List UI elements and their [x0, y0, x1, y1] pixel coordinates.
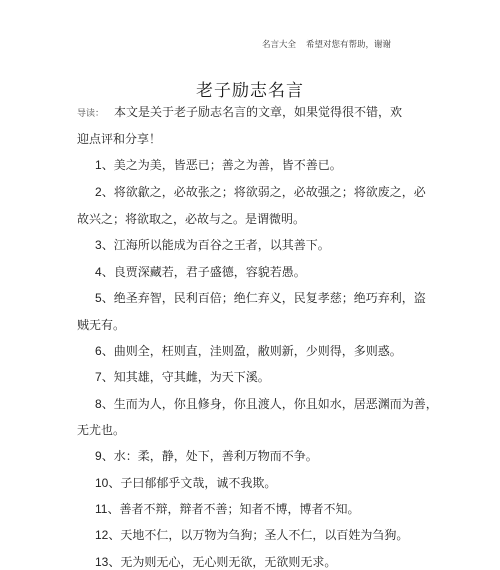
intro-label: 导读： [77, 109, 105, 119]
quote-item: 10、子曰郁郁乎文哉，诚不我欺。 [95, 476, 277, 490]
quote-item-continuation: 故兴之；将欲取之，必故与之。是谓微明。 [77, 212, 306, 226]
quote-item: 5、绝圣弃智，民利百倍；绝仁弃义，民复孝慈；绝巧弃利，盗 [95, 291, 426, 305]
quote-item: 3、江海所以能成为百谷之王者，以其善下。 [95, 238, 330, 252]
quote-item: 7、知其雄，守其雌，为天下溪。 [95, 370, 270, 384]
intro-text-1: 本文是关于老子励志名言的文章，如果觉得很不错，欢 [114, 105, 403, 119]
quote-item: 12、天地不仁，以万物为刍狗；圣人不仁，以百姓为刍狗。 [95, 528, 409, 542]
page-header [0, 38, 500, 54]
quote-item: 8、生而为人，你且修身，你且渡人，你且如水，居恶渊而为善， [95, 397, 438, 411]
header-wish-text: 希望对您有帮助，谢谢 [306, 40, 392, 50]
quote-item: 11、善者不辩，辩者不善；知者不博，博者不知。 [95, 502, 360, 516]
intro-line-2: 迎点评和分享！ [77, 132, 162, 146]
quote-item-continuation: 无尤也。 [77, 423, 126, 437]
intro-line-1 [77, 104, 402, 122]
quote-item: 9、水：柔，静，处下，善利万物而不争。 [95, 449, 318, 463]
document-title: 老子励志名言 [196, 81, 304, 101]
quote-item: 13、无为则无心，无心则无欲，无欲则无求。 [95, 555, 337, 569]
header-site-name: 名言大全 [262, 40, 297, 50]
quote-item: 4、良贾深藏若，君子盛德，容貌若愚。 [95, 265, 306, 279]
quote-item-continuation: 贼无有。 [77, 318, 126, 332]
quote-item: 1、美之为美，皆恶已；善之为善，皆不善已。 [95, 158, 342, 172]
quote-item: 2、将欲歙之，必故张之；将欲弱之，必故强之；将欲废之，必 [95, 185, 426, 199]
quote-item: 6、曲则全，枉则直，洼则盈，敝则新，少则得，多则惑。 [95, 344, 402, 358]
